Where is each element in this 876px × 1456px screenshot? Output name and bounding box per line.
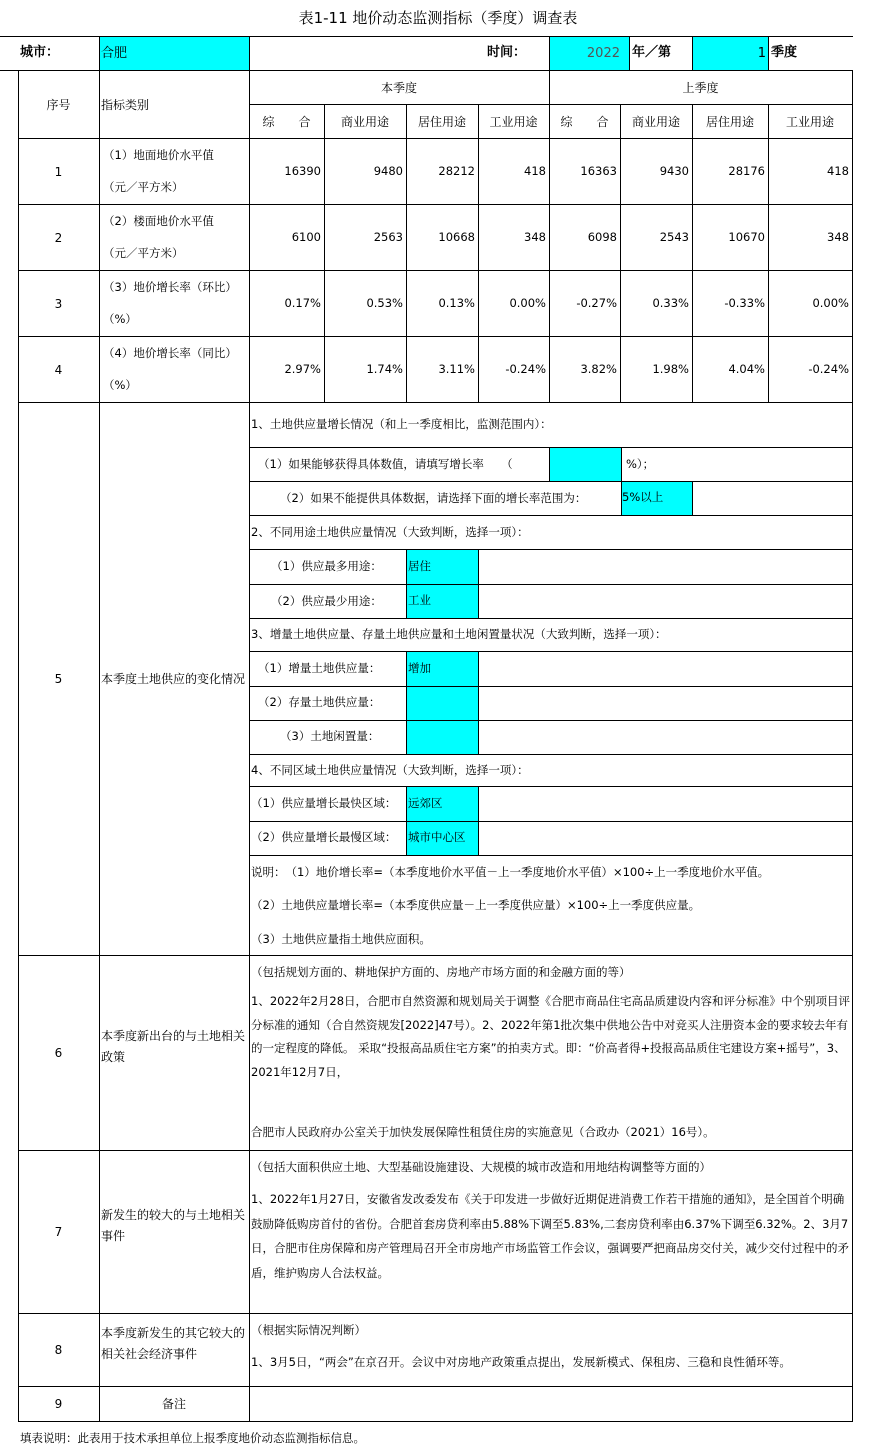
row-2-cell: 2563 [373, 230, 403, 244]
most-supply-use-value: 居住 [408, 559, 431, 573]
row-5-name: 本季度土地供应的变化情况 [101, 672, 246, 686]
growth-range-value: 5%以上 [622, 490, 664, 504]
quarter-value: 1 [757, 46, 766, 61]
row-4-cell: 4.04% [728, 362, 765, 376]
s5-q3-3-label: （3）土地闲置量： [280, 729, 380, 743]
most-supply-use-field[interactable] [407, 550, 479, 584]
col-sub-commercial-last: 商业用途 [631, 115, 680, 129]
s5-note-3: （3）土地供应量指土地供应面积。 [251, 932, 431, 946]
row-4-cell: 3.11% [438, 362, 475, 376]
s5-note-2: （2）土地供应量增长率=（本季度供应量－上一季度供应量）×100÷上一季度供应量。 [251, 898, 701, 912]
s5-note-1: 说明： （1）地价增长率=（本季度地价水平值－上一季度地价水平值）×100÷上一季度地价水平值。 [251, 865, 770, 879]
col-seq-header: 序号 [46, 98, 71, 112]
row-3-cell: -0.27% [576, 296, 617, 310]
s5-q1-1-label: （1）如果能够获得具体数值，请填写增长率 （ [258, 457, 513, 471]
s5-q3-2-label: （2）存量土地供应量： [258, 695, 381, 709]
row-4-cell: 1.74% [366, 362, 403, 376]
row-2-name-line2: （元／平方米） [103, 246, 184, 260]
year-value: 2022 [586, 46, 620, 61]
col-last-quarter-header: 上季度 [682, 81, 719, 95]
row-5-seq: 5 [54, 672, 63, 686]
col-sub-industrial: 工业用途 [489, 115, 538, 129]
row-2-cell: 6100 [291, 230, 321, 244]
least-supply-use-field[interactable] [407, 585, 479, 618]
row-3-cell: 0.00% [509, 296, 546, 310]
row-1-cell: 28176 [728, 164, 765, 178]
col-sub-residential: 居住用途 [417, 115, 466, 129]
least-supply-use-value: 工业 [408, 593, 431, 607]
row-1-cell: 28212 [438, 164, 475, 178]
s5-q3-1-label: （1）增量土地供应量： [258, 661, 381, 675]
quarter-field[interactable] [692, 37, 768, 70]
s5-heading-2: 2、不同用途土地供应量情况（大致判断，选择一项）： [251, 525, 529, 539]
row-1-cell: 9430 [659, 164, 689, 178]
page-title: 表1-11 地价动态监测指标（季度）调查表 [298, 9, 578, 27]
row-4-cell: 1.98% [652, 362, 689, 376]
row-2-cell: 6098 [587, 230, 617, 244]
row-7-seq: 7 [54, 1225, 63, 1239]
row-4-name-line2: （%） [103, 378, 137, 392]
row-1-cell: 16390 [284, 164, 321, 178]
row-1-name-line1: （1）地面地价水平值 [103, 148, 214, 162]
growth-range-field[interactable] [621, 482, 692, 515]
s5-heading-4: 4、不同区域土地供应量情况（大致判断，选择一项）： [251, 763, 529, 777]
quarter-suffix: 季度 [771, 45, 798, 60]
row-1-cell: 9480 [373, 164, 403, 178]
row-2-cell: 2543 [659, 230, 689, 244]
city-value: 合肥 [101, 46, 128, 61]
year-suffix: 年／第 [632, 45, 672, 60]
row-1-cell: 418 [524, 164, 546, 178]
row-1-cell: 418 [827, 164, 849, 178]
row-6-name: 本季度新出台的与土地相关政策 [101, 1029, 246, 1064]
row-1-cell: 16363 [580, 164, 617, 178]
row-9-name: 备注 [161, 1397, 186, 1411]
row-3-cell: -0.33% [724, 296, 765, 310]
row-3-cell: 0.00% [812, 296, 849, 310]
year-field[interactable] [549, 37, 629, 70]
s5-q4-1-label: （1）供应量增长最快区域： [251, 796, 397, 810]
col-sub-industrial-last: 工业用途 [785, 115, 834, 129]
s7-text: 1、2022年1月27日，安徽省发改委发布《关于印发进一步做好近期促进消费工作若干措施的通知》，是全国首个明确鼓励降低购房首付的省份。合肥首套房贷利率由5.88%下调至5.83%,二套房贷利率由6.37%下调至6.32%。2、3月7日，合肥市住房保障和房产管理局召开全市房地产市场监管工作会议，强调要严把商品房交付关，减少交付过程中的矛盾，维护购房人合法权益。 [251, 1192, 849, 1280]
row-4-name-line1: （4）地价增长率（同比） [103, 346, 237, 360]
col-category-header: 指标类别 [101, 98, 150, 112]
s7-hint: （包括大面积供应土地、大型基础设施建设、大规模的城市改造和用地结构调整等方面的） [251, 1160, 711, 1174]
col-sub-residential-last: 居住用途 [705, 115, 754, 129]
row-3-cell: 0.17% [284, 296, 321, 310]
row-4-seq: 4 [54, 363, 63, 377]
row-3-name-line1: （3）地价增长率（环比） [103, 280, 237, 294]
fastest-region-field[interactable] [407, 787, 479, 821]
idle-land-field[interactable] [407, 720, 479, 754]
s5-q1-2-label: （2）如果不能提供具体数据，请选择下面的增长率范围为： [280, 491, 587, 505]
growth-rate-field[interactable] [549, 448, 621, 481]
s6-text: 1、2022年2月28日，合肥市自然资源和规划局关于调整《合肥市商品住宅高品质建设内容和评分标准》中个别项目评分标准的通知（合自然资规发[2022]47号）。2、2022年第1批次集中供地公告中对竞买人注册资本金的要求较去年有的一定程度的降低。 采取“投报高品质住宅方案”的拍卖方式。即：“价高者得+投报高品质住宅建设方案+摇号”，3、2021年12月7日， [251, 994, 851, 1079]
s8-hint: （根据实际情况判断） [251, 1323, 366, 1337]
row-4-cell: 3.82% [580, 362, 617, 376]
incremental-supply-field[interactable] [407, 652, 479, 686]
row-8-name: 本季度新发生的其它较大的相关社会经济事件 [101, 1326, 246, 1361]
stock-supply-field[interactable] [407, 686, 479, 720]
s5-q2-1-label: （1）供应最多用途： [271, 559, 382, 573]
incremental-supply-value: 增加 [408, 661, 431, 675]
row-2-seq: 2 [54, 231, 63, 245]
s8-text: 1、3月5日，“两会”在京召开。会议中对房地产政策重点提出，发展新模式、保租房、三稳和良性循环等。 [251, 1355, 791, 1369]
row-2-cell: 348 [524, 230, 546, 244]
col-sub-composite-last: 综 合 [560, 115, 609, 129]
row-2-cell: 10670 [728, 230, 765, 244]
row-2-name-line1: （2）楼面地价水平值 [103, 214, 214, 228]
row-2-cell: 10668 [438, 230, 475, 244]
row-3-name-line2: （%） [103, 312, 137, 326]
col-sub-commercial: 商业用途 [340, 115, 389, 129]
row-2-cell: 348 [827, 230, 849, 244]
row-1-seq: 1 [54, 165, 63, 179]
row-3-seq: 3 [54, 297, 63, 311]
footer-note: 填表说明：此表用于技术承担单位上报季度地价动态监测指标信息。 [20, 1431, 365, 1445]
row-7-name: 新发生的较大的与土地相关事件 [101, 1208, 246, 1243]
slowest-region-value: 城市中心区 [408, 830, 466, 844]
col-this-quarter-header: 本季度 [380, 81, 417, 95]
row-6-seq: 6 [54, 1046, 63, 1060]
row-3-cell: 0.53% [366, 296, 403, 310]
s5-q1-1-suffix: %）； [626, 457, 655, 471]
s6-text-2: 合肥市人民政府办公室关于加快发展保障性租赁住房的实施意见（合政办（2021）16号）。 [251, 1125, 715, 1139]
row-9-seq: 9 [54, 1397, 63, 1411]
s6-hint: （包括规划方面的、耕地保护方面的、房地产市场方面的和金融方面的等） [251, 965, 631, 979]
row-4-cell: -0.24% [808, 362, 849, 376]
s5-heading-3: 3、增量土地供应量、存量土地供应量和土地闲置量状况（大致判断，选择一项）： [251, 627, 667, 641]
city-field[interactable] [99, 37, 249, 70]
row-8-seq: 8 [54, 1343, 63, 1357]
row-1-name-line2: （元／平方米） [103, 180, 184, 194]
time-label: 时间： [487, 45, 527, 60]
row-4-cell: 2.97% [284, 362, 321, 376]
row-4-cell: -0.24% [505, 362, 546, 376]
s5-q2-2-label: （2）供应最少用途： [271, 594, 382, 608]
col-sub-composite: 综 合 [262, 115, 311, 129]
row-3-cell: 0.33% [652, 296, 689, 310]
s5-heading-1: 1、土地供应量增长情况（和上一季度相比，监测范围内）： [251, 417, 552, 431]
row-3-cell: 0.13% [438, 296, 475, 310]
s5-q4-2-label: （2）供应量增长最慢区域： [251, 830, 397, 844]
slowest-region-field[interactable] [407, 821, 479, 855]
city-label: 城市： [20, 45, 60, 60]
fastest-region-value: 远郊区 [408, 796, 443, 810]
